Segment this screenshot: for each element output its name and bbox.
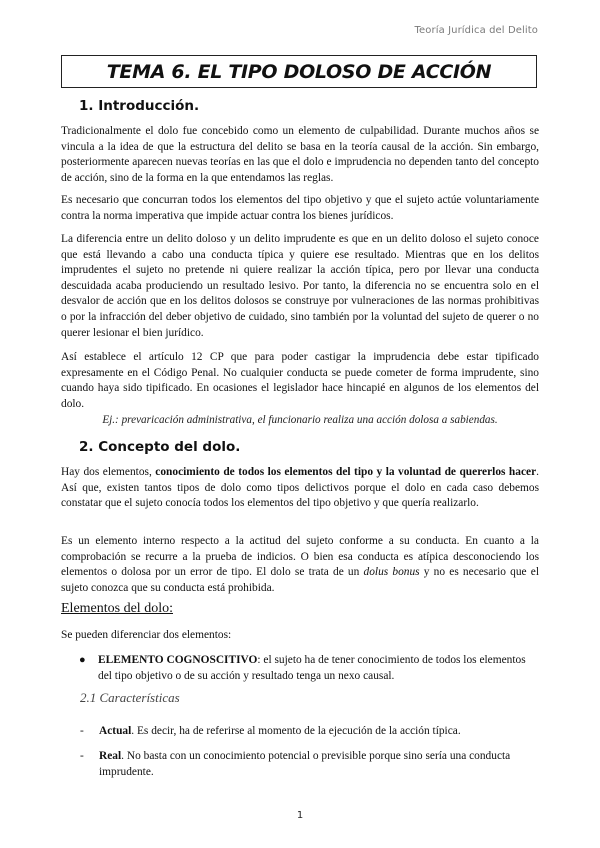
bullet-dot-icon: ● [79, 654, 86, 666]
document-title: TEMA 6. EL TIPO DOLOSO DE ACCIÓN [106, 60, 492, 83]
elements-subheading: Elementos del dolo: [61, 601, 173, 616]
paragraph-5-bold: conocimiento de todos los elementos del tipo y la voluntad de quererlos hacer [155, 466, 537, 478]
paragraph-6-italic: dolus bonus [363, 566, 420, 579]
dash-item-rest: . Es decir, ha de referirse al momento de la ejecución de la acción típica. [131, 725, 461, 737]
paragraph-4: Así establece el artículo 12 CP que para poder castigar la imprudencia debe estar tipificado expresamente en el Código Penal. No cualquier conducta se puede cometer de forma imprudente, sino cuando haya sido tipificado. En ocasiones el legislador hace hincapié en algunos de los elementos del dolo. [61, 351, 539, 410]
running-header: Teoría Jurídica del Delito [414, 25, 538, 36]
paragraph-3: La diferencia entre un delito doloso y un delito imprudente es que en un delito doloso el sujeto conoce que está llevando a cabo una conducta típica y quiere ese resultado. Mientras que en los delitos imprudentes el sujeto no pretende ni quiere realizar la acción típica, pero por llevar una conducta descuidada acaba produciendo un resultado lesivo. Por tanto, la diferencia no se encuentra solo en el desvalor de acción que en los delitos dolosos se construye por vulneraciones de las normas prohibitivas o por la infracción del deber objetivo de cuidado, sino también por la voluntad del sujeto de querer o no querer lesionar el bien jurídico. [61, 233, 539, 339]
title-box [61, 55, 537, 88]
paragraph-6 [61, 534, 539, 596]
dash-icon: - [80, 725, 84, 737]
paragraph-5 [61, 465, 539, 512]
dash-item-bold: Actual [99, 725, 132, 737]
characteristics-heading: 2.1 Características [80, 690, 180, 705]
dash-icon: - [80, 750, 84, 762]
dash-item-rest: . No basta con un conocimiento potencial o previsible porque sino sería una conducta imprudente. [99, 750, 511, 778]
elements-intro: Se pueden diferenciar dos elementos: [61, 629, 232, 641]
paragraph-1: Tradicionalmente el dolo fue concebido como un elemento de culpabilidad. Durante muchos años se vincula a la idea de que la estructura del delito se basa en la teoría causal de la acción. Sin embargo, posteriormente aparecen nuevas teorías en las que el dolo e imprudencia no dependen tanto del concepto de acción, sino de la forma en la que entendamos las reglas. [61, 125, 539, 184]
paragraph-5-lead: Hay dos elementos, [61, 466, 156, 478]
paragraph-2: Es necesario que concurran todos los elementos del tipo objetivo y que el sujeto actúe voluntariamente contra la norma imperativa que impide actuar contra los bienes jurídicos. [61, 194, 539, 222]
dash-item-bold: Real [99, 750, 122, 762]
bullet-bold: ELEMENTO COGNOSCITIVO [98, 654, 258, 666]
paragraph-5-rest: . Así que, existen tantos tipos de dolo como tipos delictivos porque el dolo en cada caso debemos constatar que el sujeto conocía todos los elementos del tipo objetivo y que quería realizarlo. [61, 466, 539, 510]
paragraph-6-rest: y no es necesario que el sujeto conozca que su conducta está prohibida. [61, 566, 539, 594]
dash-item-text [99, 749, 539, 780]
bullet-text [98, 653, 538, 684]
dash-item-text [99, 724, 539, 740]
page-number: 1 [296, 810, 304, 821]
example-line: Ej.: prevaricación administrativa, el funcionario realiza una acción dolosa a sabiendas. [102, 414, 498, 426]
bullet-rest: : el sujeto ha de tener conocimiento de todos los elementos del tipo objetivo o de su acción y resultado tenga un nexo causal. [98, 654, 526, 682]
section-2-heading: 2. Concepto del dolo. [79, 439, 241, 455]
paragraph-6-lead: Es un elemento interno respecto a la actitud del sujeto conforme a su conducta. En cuanto a la comprobación se recurre a la prueba de indicios. O bien esa conducta es atípica desconociendo los elementos o dolosa por un error de tipo. El dolo se trata de un [61, 535, 539, 579]
section-1-heading: 1. Introducción. [79, 98, 200, 114]
